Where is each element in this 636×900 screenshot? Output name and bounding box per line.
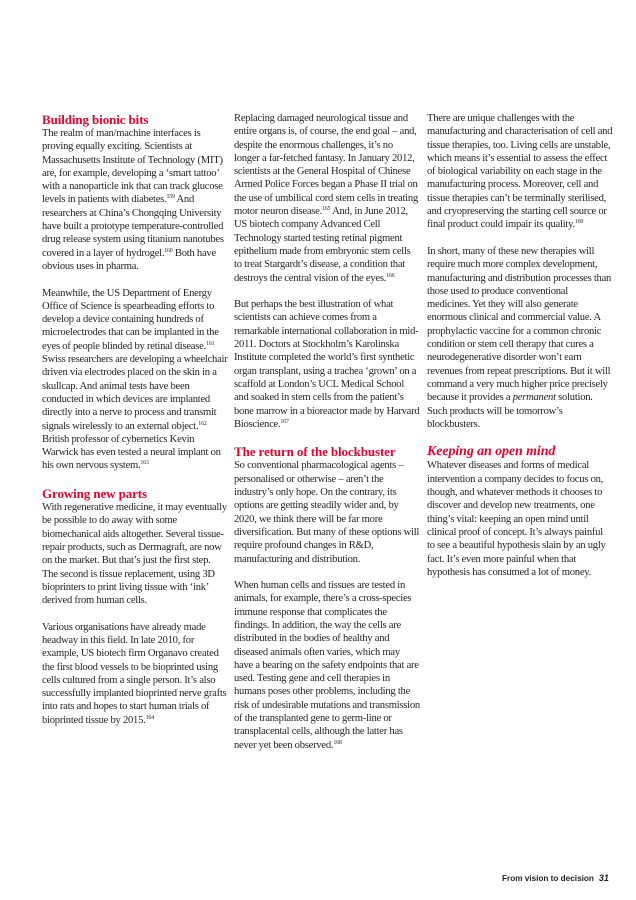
paragraph (427, 245, 613, 431)
footnote-ref: 169 (574, 219, 584, 226)
text: Meanwhile, the US Department of Energy Office of Science is spearheading efforts to develop a device containing hundreds of microelectrodes that can be implanted in the eyes of people blinded by retinal disease. (42, 287, 219, 352)
section-heading-growing-new-parts: Growing new parts (42, 486, 147, 502)
text: Both have obvious uses in pharma. (42, 247, 216, 272)
footnote-ref: 159 (166, 194, 175, 201)
text: When human cells and tissues are tested in animals, for example, there’s a cross-species immune response that complicates the findings. In addition, the way the cells are distributed in the bodies of healthy and diseased animals often varies, which may have a bearing on the safety endpoints that are used. Testing gene and cell therapies in humans poses other problems, including the risk of undesirable mutations and transmission of the transplanted gene to germ-line or transplacental cells, although the latter has never yet been observed. (234, 580, 420, 751)
page-number: 31 (598, 873, 609, 883)
footnote-ref: 163 (140, 460, 149, 467)
column-3 (427, 112, 613, 592)
column-1 (42, 112, 228, 740)
paragraph (42, 287, 228, 473)
text: The realm of man/machine interfaces is proving equally exciting. Scientists at Massachusetts Institute of Technology (MIT) are, for example, developing a ‘smart tattoo’ with a nanoparticle ink that can track glucose levels in patients with diabetes. (42, 128, 223, 206)
text: And, in June 2012, US biotech company Advanced Cell Technology started testing retinal pigment epithelium made from embryonic stem cells to treat Stargardt’s disease, a condition that destroys the central vision of the eyes. (234, 206, 411, 284)
publication-title: From vision to decision (502, 874, 594, 883)
page-footer (502, 873, 609, 883)
paragraph (234, 112, 420, 285)
footnote-ref: 160 (164, 247, 173, 254)
text: And researchers at China’s Chongqing University have built a prototype temperature-controlled drug release system using titanium nanotubes covered in a layer of hydrogel. (42, 194, 224, 259)
paragraph (427, 112, 613, 232)
footnote-ref: 166 (386, 272, 395, 279)
footnote-ref: 165 (322, 206, 331, 213)
paragraph: With regenerative medicine, it may eventually be possible to do away with some biomechanical aids altogether. Several tissue-repair products, such as Dermagraft, are now on the market. But that’s just the first step. The second is tissue replacement, using 3D bioprinters to print living tissue with ‘ink’ derived from human cells. (42, 502, 227, 607)
column-2 (234, 112, 420, 765)
emphasis: permanent (512, 392, 556, 404)
footnote-ref: 167 (280, 418, 289, 425)
text: Various organisations have already made headway in this field. In late 2010, for example, US biotech firm Organavo created the first blood vessels to be bioprinted using cells cultured from a single person. It’s also successfully implanted bioprinted nerve grafts into rats and hopes to start human trials of bioprinted tissue by 2015. (42, 621, 227, 726)
paragraph (42, 621, 228, 727)
footnote-ref: 164 (145, 714, 154, 721)
text: solution. Such products will be tomorrow’s blockbusters. (427, 392, 593, 430)
paragraph: So conventional pharmacological agents – personalised or otherwise – aren’t the industry’s only hope. On the contrary, its options are getting steadily wider and, by 2020, we think there will be far more diversification. But many of these options will require profound changes in R&D, manufacturing and distribution. (234, 460, 420, 565)
text: Swiss researchers are developing a wheelchair driven via electrodes placed on the skin in a skullcap. And animal tests have been conducted in which devices are implanted directly into a nerve to process and transmit signals wirelessly to an external object. (42, 354, 228, 432)
text: There are unique challenges with the manufacturing and characterisation of cell and tissue therapies, too. Living cells are unstable, which means it’s essential to assess the effect of biological variability on each stage in the manufacturing process. Moreover, cell and tissue therapies can’t be terminally sterilised, and cryopreserving the starting cell source or final product could impair its quality. (427, 113, 613, 231)
paragraph: Whatever diseases and forms of medical intervention a company decides to focus on, though, and whatever methods it chooses to discover and develop new treatments, one thing’s vital: keeping an open mind until clinical proof of concept. It’s always painful to see a beautiful hypothesis slain by an ugly fact. It’s even more painful when that hypothesis has consumed a lot of money. (427, 460, 606, 578)
footnote-ref: 162 (198, 420, 207, 427)
paragraph (234, 579, 420, 752)
text: In short, many of these new therapies will require much more complex development, manufacturing and distribution processes than those used to produce conventional medicines. Yet they will also generate enormous clinical and commercial value. A prophylactic vaccine for a common chronic condition or stem cell therapy that cures a neurodegenerative disorder won’t earn revenues from repeat prescriptions. But it will command a very much higher price precisely because it provides a (427, 245, 612, 404)
text: Replacing damaged neurological tissue and entire organs is, of course, the end goal – and, despite the enormous challenges, it’s no longer a far-fetched fantasy. In January 2012, scientists at the General Hospital of Chinese Armed Police Forces began a Phase II trial on the use of umbilical cord stem cells in treating motor neuron disease. (234, 113, 418, 218)
section-heading-building-bionic-bits: Building bionic bits (42, 112, 149, 127)
footnote-ref: 161 (205, 340, 215, 347)
text: But perhaps the best illustration of what scientists can achieve comes from a remarkable international collaboration in mid-2011. Doctors at Stockholm’s Karolinska Institute completed the world’s first synthetic organ transplant, using a trachea ‘grown’ on a scaffold at London’s UCL Medical School and soaked in stem cells from the patient’s bone marrow in a bioreactor made by Harvard Bioscience. (234, 299, 420, 430)
section-heading-keeping-open-mind: Keeping an open mind (427, 444, 556, 460)
paragraph (42, 127, 228, 273)
footnote-ref: 168 (333, 739, 342, 746)
text: British professor of cybernetics Kevin Warwick has even tested a neural implant on his own nervous system. (42, 433, 221, 472)
paragraph (234, 298, 420, 431)
section-heading-return-of-blockbuster: The return of the blockbuster (234, 444, 396, 460)
